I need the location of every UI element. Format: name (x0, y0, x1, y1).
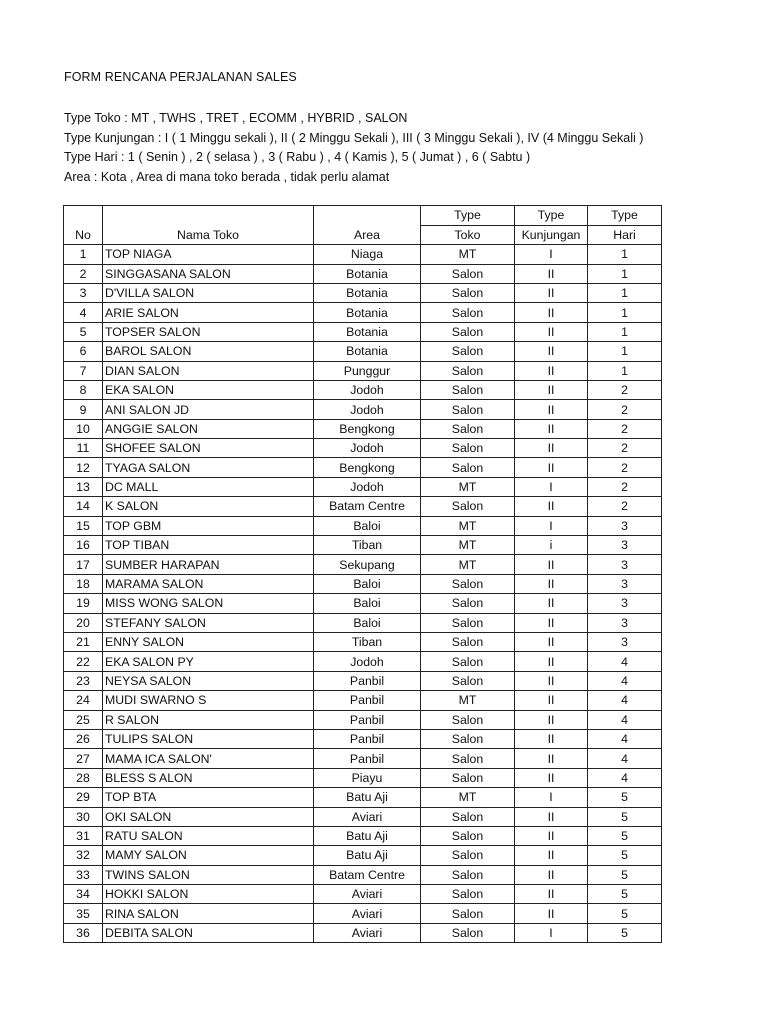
cell-area: Jodoh (314, 380, 421, 399)
header-area: Area (314, 225, 421, 245)
cell-nama-toko: MAMY SALON (103, 846, 314, 865)
cell-nama-toko: NEYSA SALON (103, 671, 314, 690)
cell-no: 35 (64, 904, 103, 923)
table-row (64, 264, 662, 283)
cell-type-hari: 4 (588, 691, 662, 710)
cell-area: Batu Aji (314, 846, 421, 865)
cell-type-hari: 1 (588, 264, 662, 283)
cell-no: 7 (64, 361, 103, 380)
sales-plan-table (63, 205, 662, 943)
cell-type-hari: 2 (588, 458, 662, 477)
table-row (64, 768, 662, 787)
cell-type-kunjungan: II (515, 283, 588, 302)
cell-no: 8 (64, 380, 103, 399)
cell-type-toko: Salon (421, 904, 515, 923)
cell-no: 19 (64, 594, 103, 613)
cell-type-toko: Salon (421, 652, 515, 671)
table-row (64, 477, 662, 496)
cell-no: 36 (64, 923, 103, 942)
cell-type-toko: Salon (421, 342, 515, 361)
cell-type-toko: Salon (421, 419, 515, 438)
header-row-bottom (64, 225, 662, 245)
cell-nama-toko: RINA SALON (103, 904, 314, 923)
cell-nama-toko: TOP TIBAN (103, 536, 314, 555)
cell-area: Batu Aji (314, 826, 421, 845)
cell-nama-toko: EKA SALON (103, 380, 314, 399)
cell-area: Tiban (314, 536, 421, 555)
table-row (64, 788, 662, 807)
cell-area: Batam Centre (314, 865, 421, 884)
cell-type-toko: Salon (421, 458, 515, 477)
cell-area: Panbil (314, 749, 421, 768)
cell-type-hari: 3 (588, 536, 662, 555)
cell-type-kunjungan: II (515, 652, 588, 671)
cell-no: 32 (64, 846, 103, 865)
table-row (64, 574, 662, 593)
cell-type-toko: Salon (421, 497, 515, 516)
cell-type-toko: Salon (421, 671, 515, 690)
cell-type-kunjungan: II (515, 710, 588, 729)
cell-area: Punggur (314, 361, 421, 380)
cell-type-hari: 5 (588, 904, 662, 923)
cell-nama-toko: DC MALL (103, 477, 314, 496)
cell-type-hari: 1 (588, 342, 662, 361)
table-row (64, 322, 662, 341)
cell-nama-toko: EKA SALON PY (103, 652, 314, 671)
table-row (64, 904, 662, 923)
legend-area: Area : Kota , Area di mana toko berada , tidak perlu alamat (64, 170, 390, 185)
cell-type-toko: MT (421, 516, 515, 535)
table-row (64, 497, 662, 516)
table-row (64, 691, 662, 710)
header-no-blank (64, 206, 103, 226)
cell-nama-toko: MISS WONG SALON (103, 594, 314, 613)
cell-type-kunjungan: II (515, 749, 588, 768)
cell-no: 1 (64, 245, 103, 264)
table-row (64, 729, 662, 748)
cell-no: 29 (64, 788, 103, 807)
table-row (64, 516, 662, 535)
cell-type-hari: 2 (588, 400, 662, 419)
cell-type-toko: MT (421, 245, 515, 264)
cell-area: Botania (314, 322, 421, 341)
cell-nama-toko: SHOFEE SALON (103, 439, 314, 458)
cell-type-kunjungan: II (515, 865, 588, 884)
cell-type-toko: Salon (421, 846, 515, 865)
table-row (64, 536, 662, 555)
cell-area: Aviari (314, 807, 421, 826)
cell-type-kunjungan: II (515, 826, 588, 845)
cell-type-toko: Salon (421, 807, 515, 826)
cell-no: 31 (64, 826, 103, 845)
cell-no: 3 (64, 283, 103, 302)
table-row (64, 846, 662, 865)
header-type-toko-bottom: Toko (421, 225, 515, 245)
cell-nama-toko: TWINS SALON (103, 865, 314, 884)
cell-area: Batu Aji (314, 788, 421, 807)
cell-area: Panbil (314, 729, 421, 748)
cell-type-hari: 5 (588, 923, 662, 942)
cell-nama-toko: TYAGA SALON (103, 458, 314, 477)
table-row (64, 807, 662, 826)
cell-type-kunjungan: I (515, 516, 588, 535)
cell-type-kunjungan: II (515, 264, 588, 283)
cell-type-hari: 3 (588, 574, 662, 593)
cell-type-hari: 2 (588, 477, 662, 496)
cell-type-kunjungan: II (515, 439, 588, 458)
cell-nama-toko: ANGGIE SALON (103, 419, 314, 438)
table-row (64, 458, 662, 477)
cell-type-hari: 1 (588, 361, 662, 380)
cell-type-toko: Salon (421, 380, 515, 399)
cell-nama-toko: TOP NIAGA (103, 245, 314, 264)
cell-type-kunjungan: II (515, 904, 588, 923)
cell-area: Baloi (314, 613, 421, 632)
cell-type-hari: 4 (588, 671, 662, 690)
cell-type-toko: MT (421, 788, 515, 807)
cell-area: Tiban (314, 633, 421, 652)
cell-area: Jodoh (314, 477, 421, 496)
cell-type-kunjungan: II (515, 497, 588, 516)
cell-no: 27 (64, 749, 103, 768)
cell-type-toko: Salon (421, 865, 515, 884)
cell-area: Baloi (314, 574, 421, 593)
cell-type-toko: MT (421, 555, 515, 574)
cell-type-toko: Salon (421, 303, 515, 322)
header-nama-blank (103, 206, 314, 226)
cell-no: 12 (64, 458, 103, 477)
cell-type-hari: 5 (588, 846, 662, 865)
cell-type-kunjungan: II (515, 594, 588, 613)
cell-type-hari: 2 (588, 497, 662, 516)
cell-area: Jodoh (314, 652, 421, 671)
cell-type-kunjungan: I (515, 245, 588, 264)
cell-nama-toko: TOP BTA (103, 788, 314, 807)
cell-type-hari: 5 (588, 826, 662, 845)
cell-type-hari: 2 (588, 380, 662, 399)
table-row (64, 419, 662, 438)
table-row (64, 439, 662, 458)
cell-area: Panbil (314, 710, 421, 729)
legend-type-kunjungan: Type Kunjungan : I ( 1 Minggu sekali ), II ( 2 Minggu Sekali ), III ( 3 Minggu Sekali ), IV (4 Minggu Sekali ) (64, 130, 644, 145)
cell-no: 25 (64, 710, 103, 729)
cell-type-toko: Salon (421, 439, 515, 458)
header-type-kunjungan-bottom: Kunjungan (515, 225, 588, 245)
cell-nama-toko: SUMBER HARAPAN (103, 555, 314, 574)
cell-type-toko: Salon (421, 729, 515, 748)
cell-type-kunjungan: II (515, 342, 588, 361)
cell-type-hari: 2 (588, 419, 662, 438)
cell-area: Panbil (314, 691, 421, 710)
cell-type-kunjungan: II (515, 807, 588, 826)
cell-no: 22 (64, 652, 103, 671)
cell-area: Botania (314, 342, 421, 361)
cell-type-toko: Salon (421, 613, 515, 632)
table-row (64, 342, 662, 361)
cell-type-toko: Salon (421, 322, 515, 341)
cell-nama-toko: STEFANY SALON (103, 613, 314, 632)
cell-type-kunjungan: II (515, 555, 588, 574)
cell-nama-toko: TOP GBM (103, 516, 314, 535)
cell-type-kunjungan: II (515, 380, 588, 399)
table-row (64, 555, 662, 574)
cell-type-kunjungan: II (515, 458, 588, 477)
cell-no: 16 (64, 536, 103, 555)
table-row (64, 671, 662, 690)
cell-type-hari: 5 (588, 788, 662, 807)
cell-area: Piayu (314, 768, 421, 787)
cell-type-hari: 4 (588, 768, 662, 787)
cell-type-hari: 3 (588, 516, 662, 535)
cell-type-hari: 3 (588, 633, 662, 652)
cell-no: 2 (64, 264, 103, 283)
table-row (64, 380, 662, 399)
table-row (64, 633, 662, 652)
cell-type-kunjungan: II (515, 613, 588, 632)
cell-no: 15 (64, 516, 103, 535)
cell-no: 26 (64, 729, 103, 748)
cell-type-toko: Salon (421, 264, 515, 283)
cell-type-hari: 4 (588, 749, 662, 768)
cell-nama-toko: D'VILLA SALON (103, 283, 314, 302)
cell-no: 6 (64, 342, 103, 361)
cell-nama-toko: ENNY SALON (103, 633, 314, 652)
cell-area: Bengkong (314, 458, 421, 477)
cell-nama-toko: K SALON (103, 497, 314, 516)
cell-nama-toko: MUDI SWARNO S (103, 691, 314, 710)
cell-no: 5 (64, 322, 103, 341)
cell-type-kunjungan: II (515, 400, 588, 419)
table-row (64, 361, 662, 380)
cell-area: Sekupang (314, 555, 421, 574)
cell-type-kunjungan: II (515, 768, 588, 787)
cell-area: Baloi (314, 516, 421, 535)
cell-type-kunjungan: II (515, 633, 588, 652)
cell-nama-toko: MAMA ICA SALON' (103, 749, 314, 768)
cell-area: Jodoh (314, 439, 421, 458)
cell-type-kunjungan: II (515, 846, 588, 865)
cell-type-toko: Salon (421, 594, 515, 613)
header-nama-toko: Nama Toko (103, 225, 314, 245)
table-row (64, 303, 662, 322)
table-row (64, 400, 662, 419)
cell-area: Aviari (314, 885, 421, 904)
cell-type-toko: MT (421, 691, 515, 710)
legend (64, 109, 643, 188)
cell-type-kunjungan: II (515, 729, 588, 748)
cell-type-hari: 3 (588, 555, 662, 574)
cell-area: Botania (314, 303, 421, 322)
cell-no: 30 (64, 807, 103, 826)
cell-type-toko: MT (421, 536, 515, 555)
cell-type-toko: MT (421, 477, 515, 496)
header-no: No (64, 225, 103, 245)
cell-type-toko: Salon (421, 574, 515, 593)
cell-no: 21 (64, 633, 103, 652)
cell-type-kunjungan: II (515, 885, 588, 904)
cell-type-kunjungan: i (515, 536, 588, 555)
cell-type-hari: 1 (588, 322, 662, 341)
cell-type-hari: 5 (588, 865, 662, 884)
cell-type-hari: 3 (588, 613, 662, 632)
cell-no: 34 (64, 885, 103, 904)
header-type-kunjungan-top: Type (515, 206, 588, 226)
cell-area: Aviari (314, 923, 421, 942)
table-row (64, 885, 662, 904)
header-area-blank (314, 206, 421, 226)
cell-nama-toko: OKI SALON (103, 807, 314, 826)
cell-nama-toko: SINGGASANA SALON (103, 264, 314, 283)
table-row (64, 865, 662, 884)
cell-type-toko: Salon (421, 749, 515, 768)
cell-type-kunjungan: I (515, 788, 588, 807)
table-row (64, 652, 662, 671)
cell-no: 20 (64, 613, 103, 632)
cell-nama-toko: DIAN SALON (103, 361, 314, 380)
cell-type-hari: 1 (588, 245, 662, 264)
cell-area: Aviari (314, 904, 421, 923)
cell-type-kunjungan: I (515, 923, 588, 942)
legend-type-toko: Type Toko : MT , TWHS , TRET , ECOMM , HYBRID , SALON (64, 111, 408, 125)
cell-type-kunjungan: II (515, 303, 588, 322)
cell-type-kunjungan: II (515, 361, 588, 380)
table-row (64, 749, 662, 768)
cell-nama-toko: ARIE SALON (103, 303, 314, 322)
cell-type-hari: 4 (588, 652, 662, 671)
cell-type-toko: Salon (421, 633, 515, 652)
cell-nama-toko: ANI SALON JD (103, 400, 314, 419)
cell-type-toko: Salon (421, 826, 515, 845)
cell-nama-toko: TOPSER SALON (103, 322, 314, 341)
legend-type-hari: Type Hari : 1 ( Senin ) , 2 ( selasa ) , 3 ( Rabu ) , 4 ( Kamis ), 5 ( Jumat ) , 6 ( Sabtu ) (64, 150, 531, 165)
cell-type-toko: Salon (421, 710, 515, 729)
table-row (64, 245, 662, 264)
cell-type-toko: Salon (421, 361, 515, 380)
cell-type-kunjungan: II (515, 322, 588, 341)
table-row (64, 826, 662, 845)
cell-no: 28 (64, 768, 103, 787)
cell-type-kunjungan: II (515, 419, 588, 438)
cell-no: 14 (64, 497, 103, 516)
cell-nama-toko: DEBITA SALON (103, 923, 314, 942)
cell-type-hari: 1 (588, 303, 662, 322)
cell-type-toko: Salon (421, 283, 515, 302)
header-type-toko-top: Type (421, 206, 515, 226)
cell-no: 10 (64, 419, 103, 438)
cell-area: Baloi (314, 594, 421, 613)
table-row (64, 923, 662, 942)
form-title: FORM RENCANA PERJALANAN SALES (64, 70, 297, 84)
cell-type-hari: 5 (588, 807, 662, 826)
cell-type-kunjungan: II (515, 574, 588, 593)
cell-type-toko: Salon (421, 400, 515, 419)
cell-nama-toko: BLESS S ALON (103, 768, 314, 787)
cell-nama-toko: RATU SALON (103, 826, 314, 845)
cell-area: Niaga (314, 245, 421, 264)
cell-type-hari: 5 (588, 885, 662, 904)
cell-type-kunjungan: I (515, 477, 588, 496)
cell-nama-toko: HOKKI SALON (103, 885, 314, 904)
cell-no: 13 (64, 477, 103, 496)
cell-nama-toko: TULIPS SALON (103, 729, 314, 748)
table-row (64, 283, 662, 302)
cell-no: 11 (64, 439, 103, 458)
cell-no: 24 (64, 691, 103, 710)
cell-type-kunjungan: II (515, 691, 588, 710)
cell-area: Panbil (314, 671, 421, 690)
cell-no: 18 (64, 574, 103, 593)
cell-no: 23 (64, 671, 103, 690)
cell-nama-toko: MARAMA SALON (103, 574, 314, 593)
cell-area: Botania (314, 264, 421, 283)
cell-nama-toko: BAROL SALON (103, 342, 314, 361)
cell-no: 9 (64, 400, 103, 419)
cell-no: 4 (64, 303, 103, 322)
cell-type-kunjungan: II (515, 671, 588, 690)
cell-area: Batam Centre (314, 497, 421, 516)
cell-type-hari: 2 (588, 439, 662, 458)
header-type-hari-bottom: Hari (588, 225, 662, 245)
cell-type-hari: 4 (588, 729, 662, 748)
table-body (64, 245, 662, 943)
cell-type-hari: 3 (588, 594, 662, 613)
cell-no: 33 (64, 865, 103, 884)
cell-type-hari: 4 (588, 710, 662, 729)
table-row (64, 594, 662, 613)
table-row (64, 710, 662, 729)
cell-area: Bengkong (314, 419, 421, 438)
cell-no: 17 (64, 555, 103, 574)
cell-area: Jodoh (314, 400, 421, 419)
cell-type-toko: Salon (421, 923, 515, 942)
cell-type-hari: 1 (588, 283, 662, 302)
table-row (64, 613, 662, 632)
cell-type-toko: Salon (421, 885, 515, 904)
header-type-hari-top: Type (588, 206, 662, 226)
cell-area: Botania (314, 283, 421, 302)
cell-nama-toko: R SALON (103, 710, 314, 729)
header-row-top (64, 206, 662, 226)
cell-type-toko: Salon (421, 768, 515, 787)
